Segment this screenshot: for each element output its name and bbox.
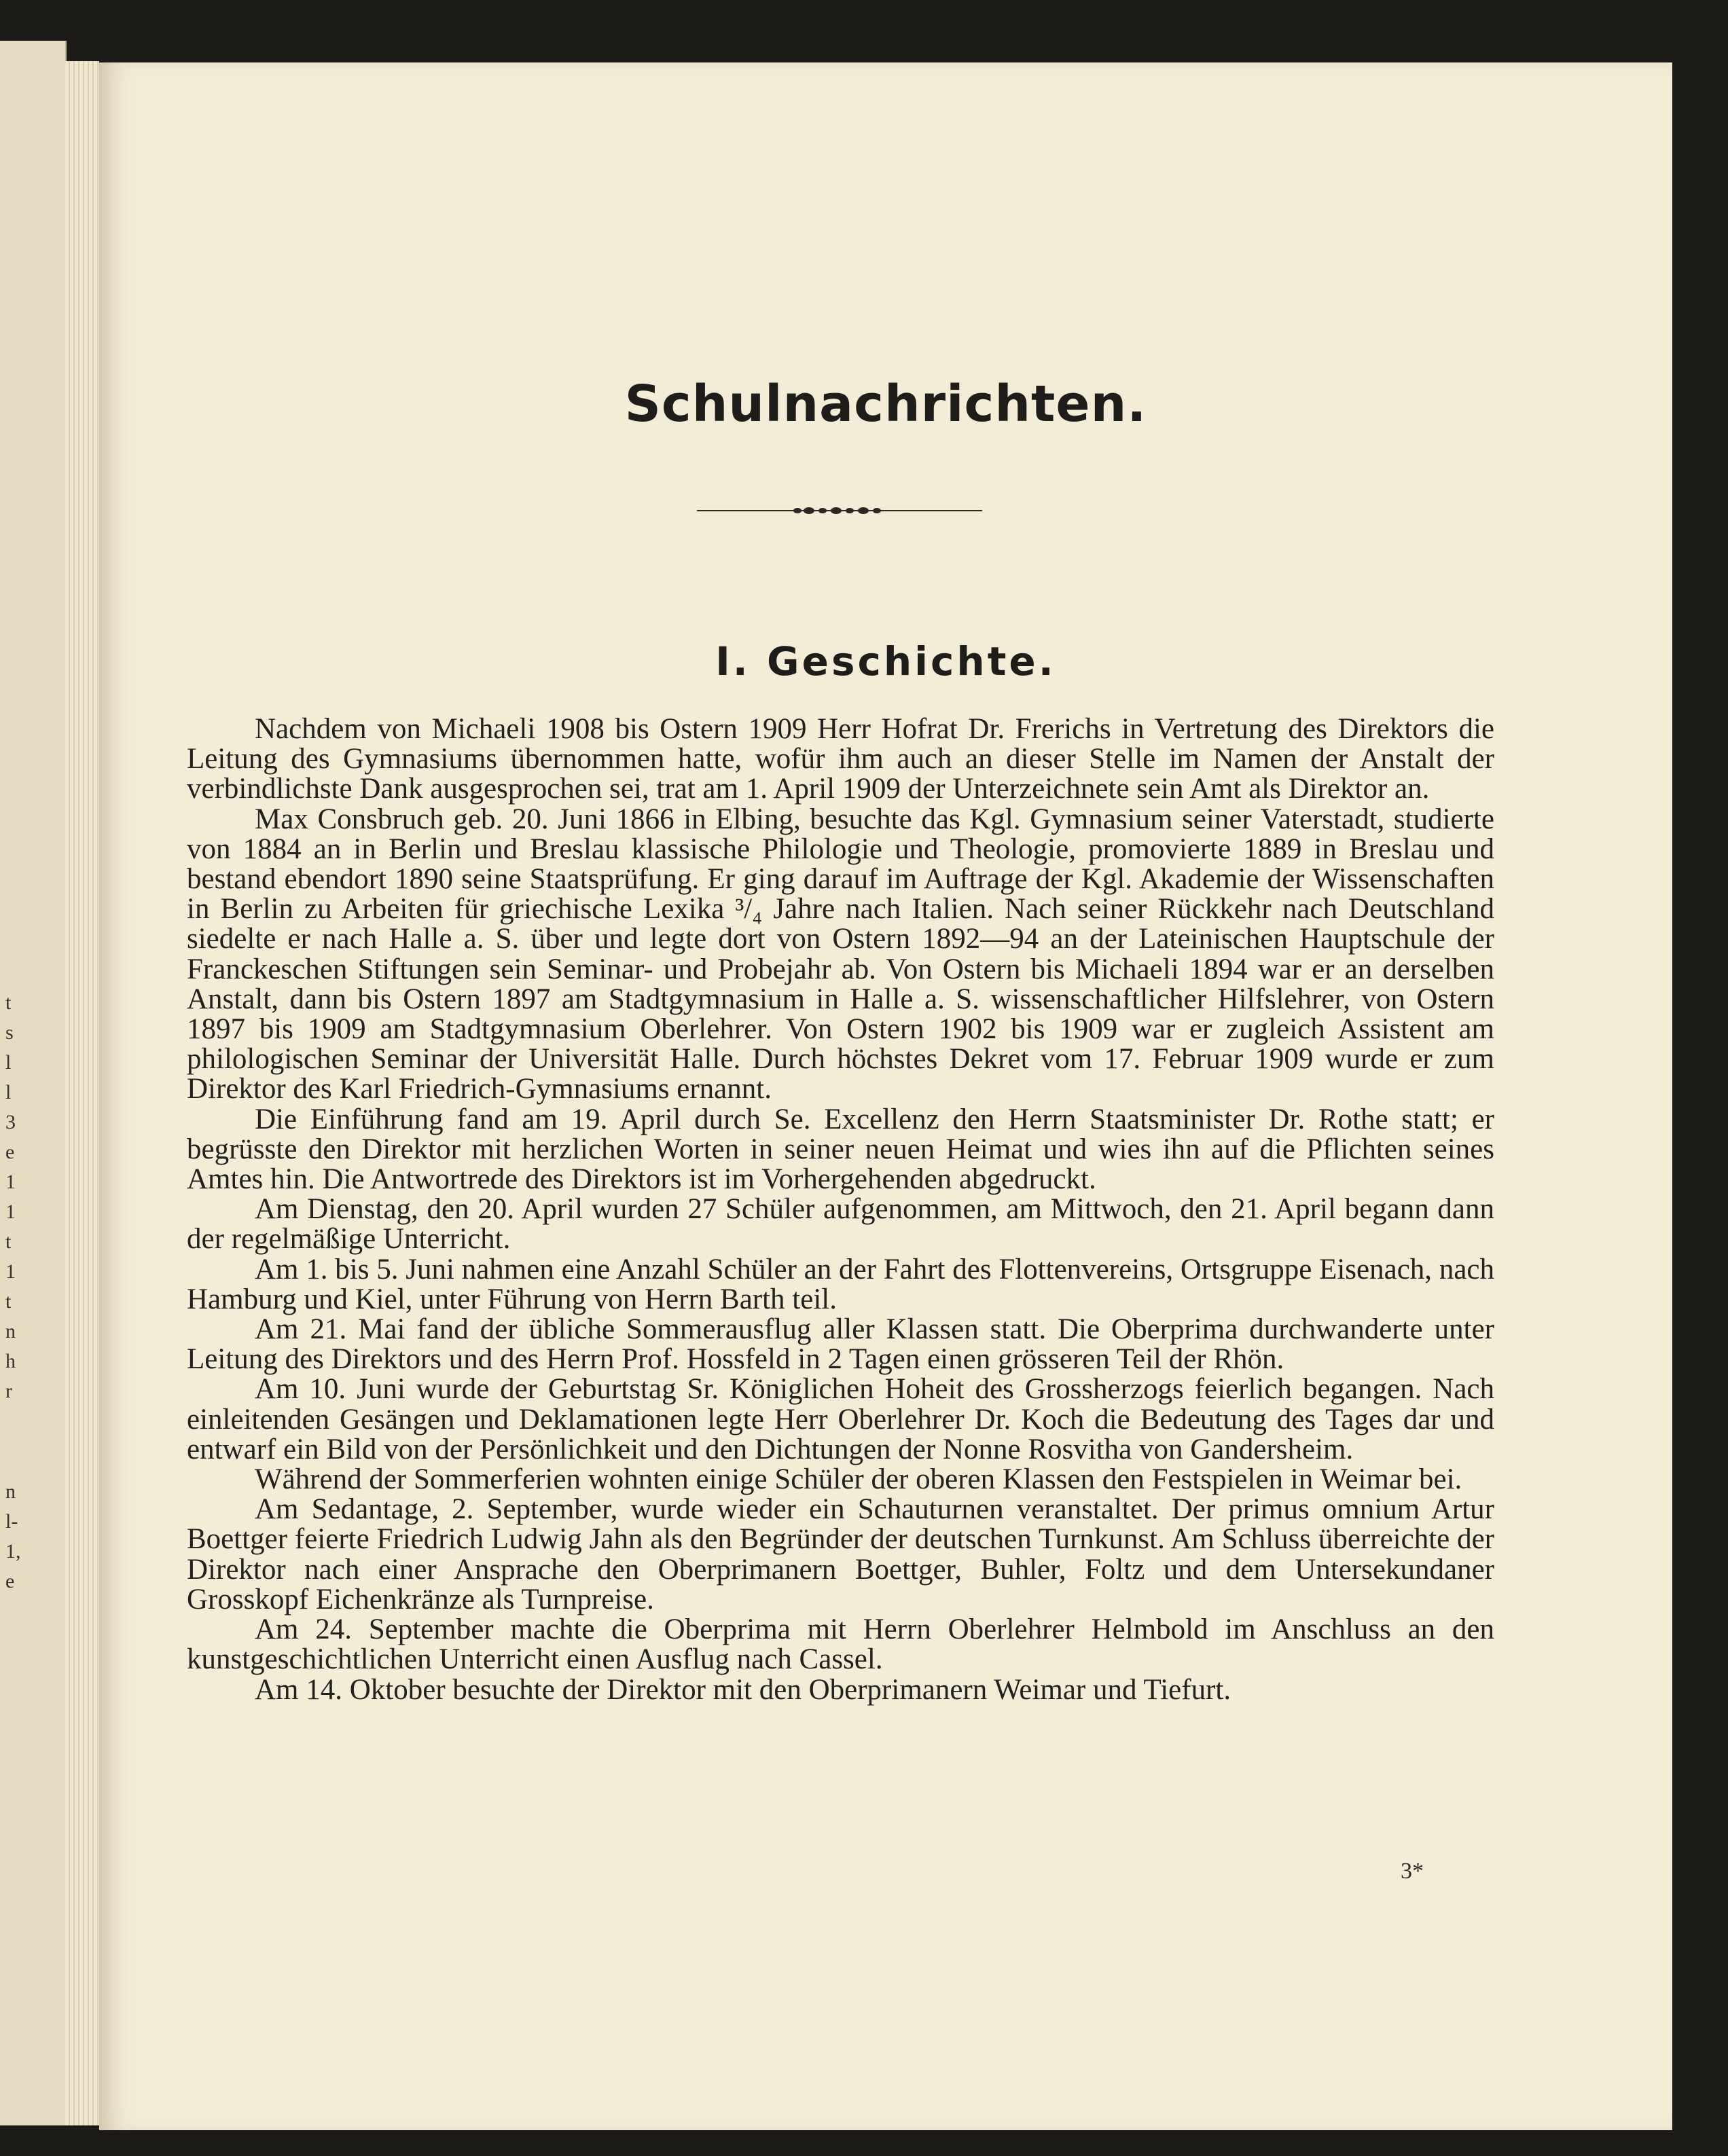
left-page-fragment: 1 [5,1201,16,1223]
paragraph: Während der Sommerferien wohnten einige Schüler der oberen Klassen den Festspielen in Weimar bei. [255,1463,1462,1496]
left-page-edge [0,41,67,2125]
left-page-fragment: e [5,1141,15,1163]
paragraph: Am 14. Oktober besuchte der Direktor mit den Oberprimanern Weimar und Tiefurt. [255,1673,1231,1706]
left-page-fragment: l [5,1081,12,1103]
body-text [187,714,1494,1705]
section-heading: I. Geschichte. [715,638,1056,684]
left-page-fragment: t [5,1230,12,1253]
paragraph: Am 24. September machte die Oberprima mit Herrn Oberlehrer Helmbold im Anschluss an den kunstgeschichtlichen Unterricht einen Ausflug nach Cassel. [187,1613,1494,1676]
left-page-fragment: h [5,1350,16,1372]
left-page-fragment: 3 [5,1111,16,1133]
left-page-fragment: t [5,1290,12,1313]
paragraph: Am Dienstag, den 20. April wurden 27 Schüler aufgenommen, am Mittwoch, den 21. April begann dann der regelmäßige Unterricht. [187,1193,1494,1256]
paragraph: Am 10. Juni wurde der Geburtstag Sr. Königlichen Hoheit des Grossherzogs feierlich begangen. Nach einleitenden Gesängen und Deklamationen legte Herr Oberlehrer Dr. Koch die Bedeutung des Tages dar und entwarf ein Bild von der Persönlichkeit und den Dichtungen der Nonne Rosvitha von Gandersheim. [187,1373,1494,1465]
paragraph: Am Sedantage, 2. September, wurde wieder ein Schauturnen veranstaltet. Der primus omnium Artur Boettger feierte Friedrich Ludwig Jahn als den Begründer der deutschen Turnkunst. Am Schluss überreichte der Direktor nach einer Ansprache den Oberprimanern Boettger, Buhler, Foltz und dem Untersekundaner Grosskopf Eichenkränze als Turnpreise. [187,1493,1494,1615]
left-page-fragment: s [5,1021,14,1044]
paragraph: Die Einführung fand am 19. April durch Se. Excellenz den Herrn Staatsminister Dr. Rothe statt; er begrüsste den Direktor mit herzlichen Worten in seiner neuen Heimat und wies ihn auf die Pflichten seines Amtes hin. Die Antwortrede des Direktors ist im Vorhergehenden abgedruckt. [187,1103,1494,1196]
document-page [99,62,1672,2130]
page-title: Schulnachrichten. [624,375,1147,433]
paragraph: Am 1. bis 5. Juni nahmen eine Anzahl Schüler an der Fahrt des Flottenvereins, Ortsgruppe Eisenach, nach Hamburg und Kiel, unter Führung von Herrn Barth teil. [187,1253,1494,1315]
paragraph: Max Consbruch geb. 20. Juni 1866 in Elbing, besuchte das Kgl. Gymnasium seiner Vaterstadt, studierte von 1884 an in Berlin und Breslau klassische Philologie und Theologie, promovierte 1889 in Breslau und bestand ebendort 1890 seine Staatsprüfung. Er ging darauf im Auftrage der Kgl. Akademie der Wissenschaften in Berlin zu Arbeiten für griechische Lexika ³/₄ Jahre nach Italien. Nach seiner Rückkehr nach Deutschland siedelte er nach Halle a. S. über und legte dort von Ostern 1892—94 an der Lateinischen Hauptschule der Franckeschen Stiftungen sein Seminar- und Probejahr ab. Von Ostern bis Michaeli 1894 war er an derselben Anstalt, dann bis Ostern 1897 am Stadtgymnasium in Halle a. S. wissenschaftlicher Hilfslehrer, von Ostern 1897 bis 1909 am Stadtgymnasium Oberlehrer. Von Ostern 1902 bis 1909 war er zugleich Assistent am philologischen Seminar der Universität Halle. Durch höchstes Dekret vom 17. Februar 1909 wurde er zum Direktor des Karl Friedrich-Gymnasiums ernannt. [187,803,1494,1106]
left-page-fragment: 1 [5,1260,16,1283]
left-page-fragment: e [5,1570,15,1592]
left-page-fragment: 1, [5,1540,21,1563]
left-page-fragment: 1 [5,1171,16,1193]
page-number: 3* [1401,1859,1424,1884]
left-page-fragment: n [5,1480,16,1503]
page-stack-edges [65,61,99,2125]
ornament-divider [697,500,982,521]
paragraph: Nachdem von Michaeli 1908 bis Ostern 1909 Herr Hofrat Dr. Frerichs in Vertretung des Direktors die Leitung des Gymnasiums übernommen hatte, wofür ihm auch an dieser Stelle im Namen der Anstalt der verbindlichste Dank ausgesprochen sei, trat am 1. April 1909 der Unterzeichnete sein Amt als Direktor an. [187,713,1494,805]
left-page-fragment: l [5,1051,12,1074]
left-page-fragment: r [5,1380,12,1402]
left-page-fragment: n [5,1320,16,1342]
paragraph: Am 21. Mai fand der übliche Sommerausflug aller Klassen statt. Die Oberprima durchwanderte unter Leitung des Direktors und des Herrn Prof. Hossfeld in 2 Tagen einen grösseren Teil der Rhön. [187,1313,1494,1376]
left-page-fragment: l- [5,1510,18,1533]
left-page-fragment: t [5,991,12,1014]
